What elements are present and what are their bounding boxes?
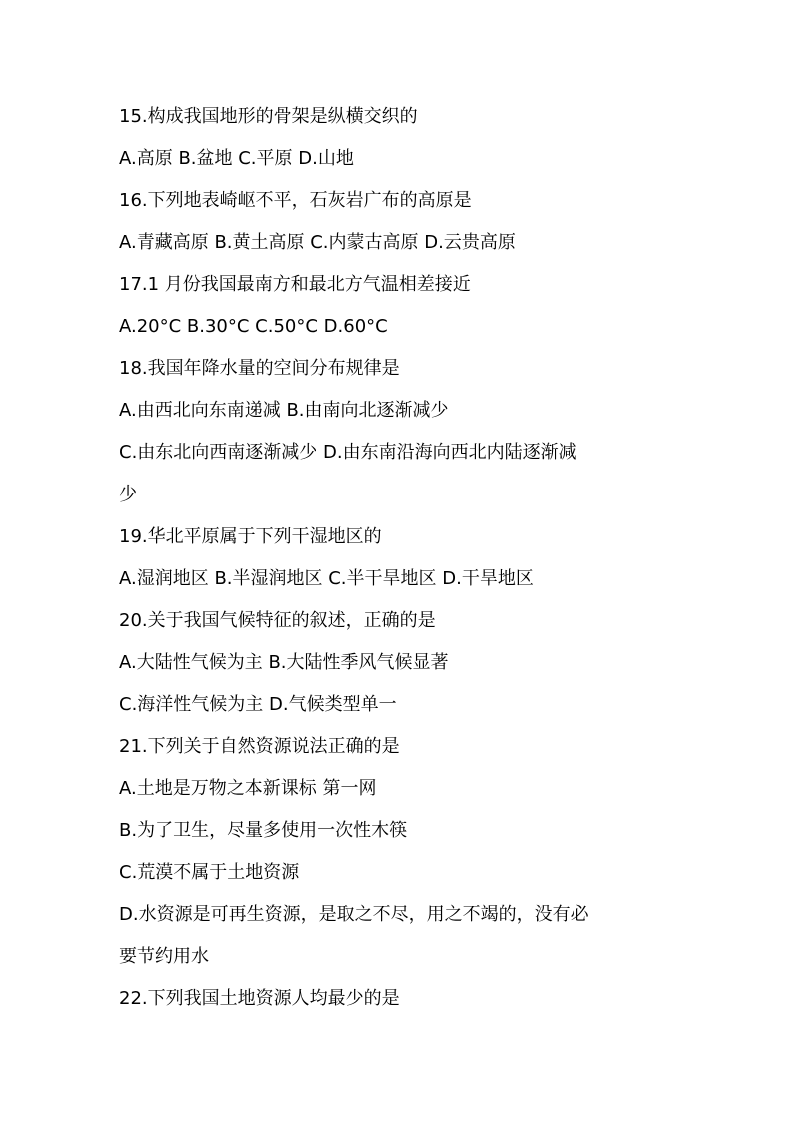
question-21-option-d: D.水资源是可再生资源，是取之不尽，用之不竭的，没有必	[119, 904, 589, 925]
question-18-options-cd-continued: 少	[119, 484, 137, 505]
question-21-option-c: C.荒漠不属于土地资源	[119, 862, 300, 883]
question-19-stem: 19.华北平原属于下列干湿地区的	[119, 526, 382, 547]
question-21-option-d-continued: 要节约用水	[119, 946, 209, 967]
question-16-stem: 16.下列地表崎岖不平，石灰岩广布的高原是	[119, 190, 472, 211]
question-20-options-cd: C.海洋性气候为主 D.气候类型单一	[119, 694, 397, 715]
question-21-option-b: B.为了卫生，尽量多使用一次性木筷	[119, 820, 408, 841]
question-18-options-ab: A.由西北向东南递减 B.由南向北逐渐减少	[119, 400, 449, 421]
question-15-stem: 15.构成我国地形的骨架是纵横交织的	[119, 106, 418, 127]
question-21-stem: 21.下列关于自然资源说法正确的是	[119, 736, 400, 757]
question-15-options: A.高原 B.盆地 C.平原 D.山地	[119, 148, 354, 169]
question-19-options: A.湿润地区 B.半湿润地区 C.半干旱地区 D.干旱地区	[119, 568, 534, 589]
question-18-options-cd: C.由东北向西南逐渐减少 D.由东南沿海向西北内陆逐渐减	[119, 442, 577, 463]
question-22-stem: 22.下列我国土地资源人均最少的是	[119, 988, 400, 1009]
question-17-options: A.20°C B.30°C C.50°C D.60°C	[119, 316, 388, 337]
question-18-stem: 18.我国年降水量的空间分布规律是	[119, 358, 400, 379]
question-20-options-ab: A.大陆性气候为主 B.大陆性季风气候显著	[119, 652, 449, 673]
question-16-options: A.青藏高原 B.黄土高原 C.内蒙古高原 D.云贵高原	[119, 232, 516, 253]
question-17-stem: 17.1 月份我国最南方和最北方气温相差接近	[119, 274, 471, 295]
question-21-option-a: A.土地是万物之本新课标 第一网	[119, 778, 377, 799]
exam-page	[119, 103, 679, 1027]
question-20-stem: 20.关于我国气候特征的叙述，正确的是	[119, 610, 436, 631]
